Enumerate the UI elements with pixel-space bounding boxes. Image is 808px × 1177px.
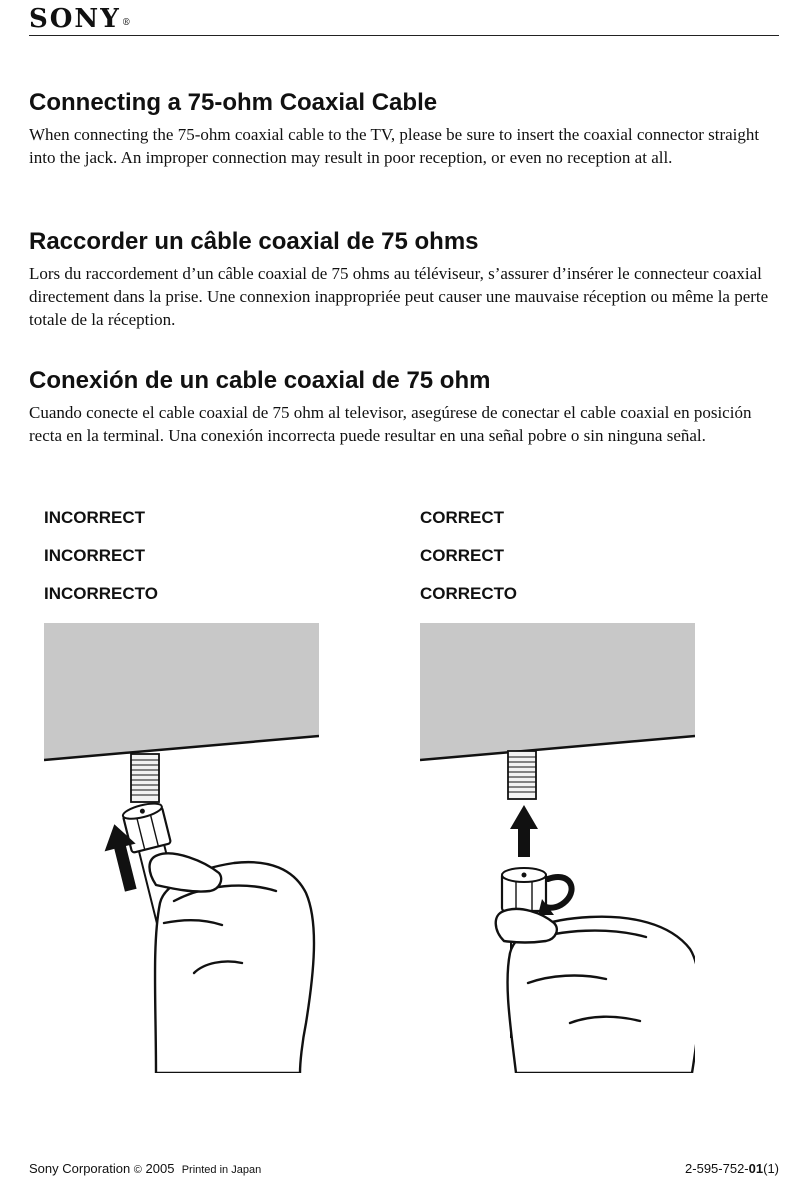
label-correct-fr: CORRECT (420, 546, 505, 565)
incorrect-connection-drawing (44, 623, 319, 1073)
trademark-symbol: ® (121, 18, 131, 28)
brand-name: SONY (29, 4, 121, 34)
sony-logo (29, 4, 131, 34)
label-incorrect-en: INCORRECT (44, 508, 146, 527)
illustration-correct (420, 623, 695, 1073)
section-body: When connecting the 75-ohm coaxial cable to the TV, please be sure to insert the coaxial connector straight into the jack. An improper connection may result in poor reception, or even no reception at all. (29, 125, 760, 167)
label-correct-es: CORRECTO (420, 584, 517, 603)
section-body: Lors du raccordement d’un câble coaxial de 75 ohms au téléviseur, s’assurer d’insérer le connecteur coaxial directement dans la prise. Une connexion inappropriée peut causer une mauvaise réception ou même la perte totale de la réception. (29, 264, 769, 329)
section-title: Conexión de un cable coaxial de 75 ohm (29, 367, 491, 394)
section-body: Cuando conecte el cable coaxial de 75 ohm al televisor, asegúrese de conectar el cable coaxial en posición recta en la terminal. Una conexión incorrecta puede resultar en una señal pobre o sin ninguna señal. (29, 403, 752, 445)
hand-icon (150, 853, 314, 1073)
section-french (29, 228, 784, 331)
section-title: Raccorder un câble coaxial de 75 ohms (29, 228, 479, 255)
section-english (29, 89, 784, 169)
threaded-jack (508, 751, 536, 799)
section-title: Connecting a 75-ohm Coaxial Cable (29, 89, 438, 116)
header-rule (29, 35, 779, 36)
part-number-bold: 01 (748, 1161, 764, 1176)
company-name: Sony Corporation (29, 1161, 131, 1176)
label-incorrect-es: INCORRECTO (44, 584, 158, 603)
part-number (685, 1161, 779, 1176)
part-number-prefix: 2-595-752- (685, 1161, 749, 1176)
label-correct-en: CORRECT (420, 508, 505, 527)
threaded-jack (131, 754, 159, 802)
copyright-year: 2005 (145, 1161, 175, 1176)
hand-icon (496, 909, 695, 1073)
part-number-suffix: (1) (763, 1161, 779, 1176)
illustration-incorrect (44, 623, 319, 1073)
printed-in: Printed in Japan (181, 1164, 262, 1176)
footer-copyright (29, 1161, 261, 1176)
correct-connection-drawing (420, 623, 695, 1073)
label-incorrect-fr: INCORRECT (44, 546, 146, 565)
section-spanish (29, 367, 784, 447)
copyright-symbol: © (133, 1164, 142, 1176)
